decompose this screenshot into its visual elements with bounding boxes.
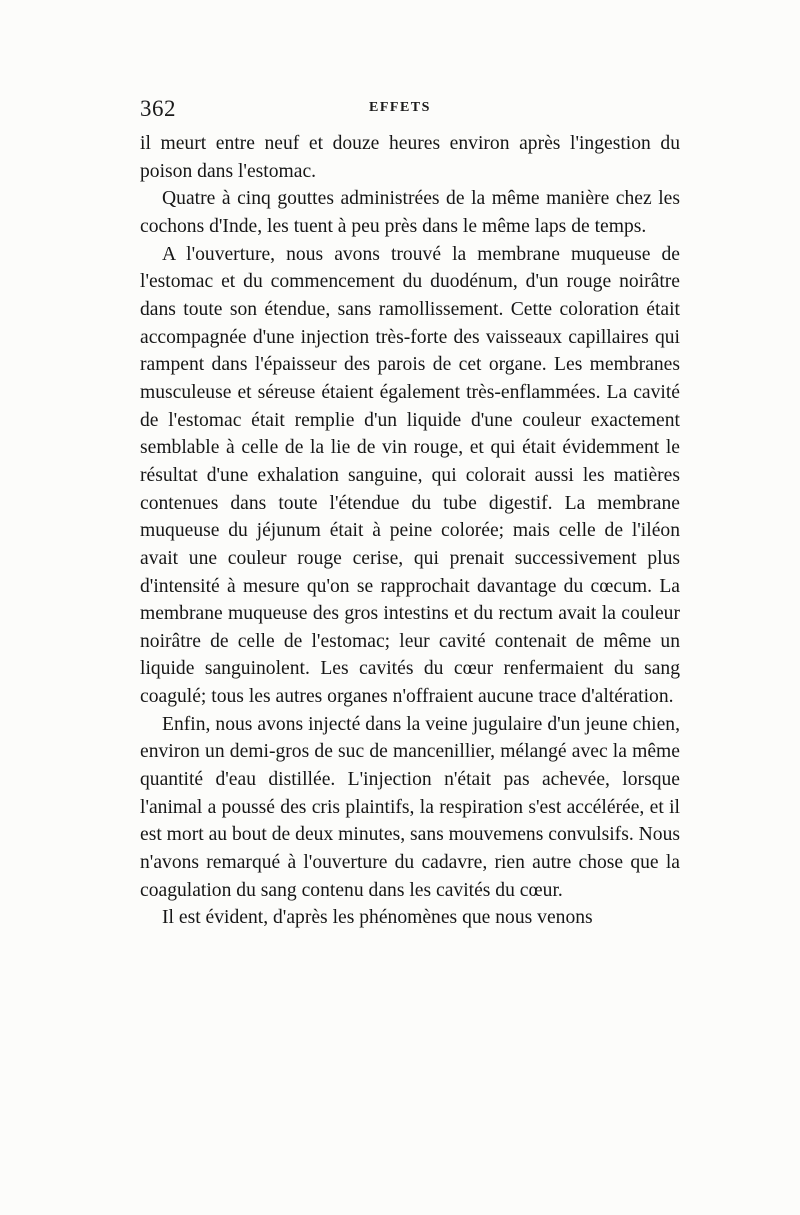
paragraph-continued: il meurt entre neuf et douze heures environ après l'ingestion du poison dans l'estomac.	[140, 133, 680, 182]
running-title: EFFETS	[369, 100, 431, 115]
page-header	[140, 96, 680, 126]
paragraph: Quatre à cinq gouttes administrées de la même manière chez les cochons d'Inde, les tuent à peu près dans le même laps de temps.	[140, 188, 680, 237]
paragraph: Enfin, nous avons injecté dans la veine jugulaire d'un jeune chien, environ un demi-gros de suc de mancenillier, mélangé avec la même quantité d'eau distillée. L'injection n'était pas achevée, lorsque l'animal a poussé des cris plaintifs, la respiration s'est accélérée, et il est mort au bout de deux minutes, sans mouvemens convulsifs. Nous n'avons remarqué à l'ouverture du cadavre, rien autre chose que la coagulation du sang contenu dans les cavités du cœur.	[140, 713, 680, 901]
body-text	[140, 130, 680, 932]
paragraph: A l'ouverture, nous avons trouvé la membrane muqueuse de l'estomac et du commencement du duodénum, d'un rouge noirâtre dans toute son étendue, sans ramollissement. Cette coloration était accompagnée d'une injection très-forte des vaisseaux capillaires qui rampent dans l'épaisseur des parois de cet organe. Les membranes musculeuse et séreuse étaient également très-enflammées. La cavité de l'estomac était remplie d'un liquide d'une couleur exactement semblable à celle de la lie de vin rouge, et qui était évidemment le résultat d'une exhalation sanguine, qui colorait aussi les matières contenues dans toute l'étendue du tube digestif. La membrane muqueuse du jéjunum était à peine colorée; mais celle de l'iléon avait une couleur rouge cerise, qui prenait successivement plus d'intensité à mesure qu'on se rapprochait davantage du cœcum. La membrane muqueuse des gros intestins et du rectum avait la couleur noirâtre de celle de l'estomac; leur cavité contenait de même un liquide sanguinolent. Les cavités du cœur renfermaient du sang coagulé; tous les autres organes n'offraient aucune trace d'altération.	[140, 243, 680, 708]
page-number: 362	[140, 96, 176, 121]
paragraph: Il est évident, d'après les phénomènes que nous venons	[162, 907, 593, 929]
